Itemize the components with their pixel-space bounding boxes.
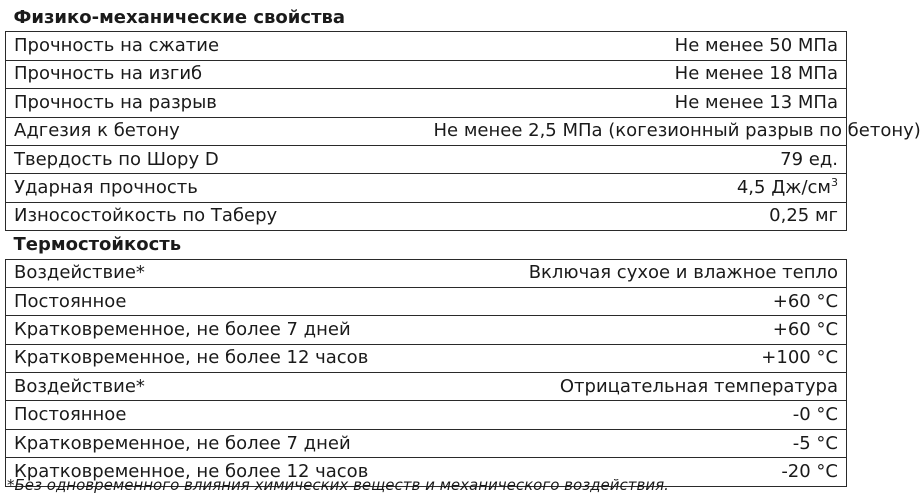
table-row <box>6 89 847 117</box>
property-label: Воздействие* <box>6 259 426 287</box>
table-row <box>6 32 847 60</box>
table-row <box>6 145 847 173</box>
property-label: Кратковременное, не более 7 дней <box>6 316 426 344</box>
property-value: Не менее 2,5 МПа (когезионный разрыв по бетону) <box>426 117 847 145</box>
section-header-mechanical <box>6 4 847 32</box>
property-label: Ударная прочность <box>6 174 426 202</box>
property-value: +100 °C <box>426 344 847 372</box>
section-header-thermal <box>6 231 847 259</box>
property-label: Кратковременное, не более 12 часов <box>6 344 426 372</box>
table-row <box>6 287 847 315</box>
property-label: Кратковременное, не более 12 часов <box>6 458 426 486</box>
table-row <box>6 117 847 145</box>
property-value: -20 °C <box>426 458 847 486</box>
table-row <box>6 344 847 372</box>
property-label: Прочность на сжатие <box>6 32 426 60</box>
table-row <box>6 373 847 401</box>
superscript: 3 <box>831 176 839 190</box>
table-row <box>6 429 847 457</box>
footnote: *Без одновременного влияния химических веществ и механического воздействия. <box>7 476 669 494</box>
table-row <box>6 259 847 287</box>
table-row <box>6 174 847 202</box>
property-value: Не менее 18 МПа <box>426 60 847 88</box>
property-value: Не менее 50 МПа <box>426 32 847 60</box>
property-value: Не менее 13 МПа <box>426 89 847 117</box>
property-value: Отрицательная температура <box>426 373 847 401</box>
property-label: Прочность на изгиб <box>6 60 426 88</box>
property-label: Воздействие* <box>6 373 426 401</box>
property-label: Износостойкость по Таберу <box>6 202 426 230</box>
table-row <box>6 202 847 230</box>
property-value: +60 °C <box>426 287 847 315</box>
property-value: 79 ед. <box>426 145 847 173</box>
value-text: 4,5 Дж/см <box>736 177 832 199</box>
property-label: Адгезия к бетону <box>6 117 426 145</box>
section-title: Термостойкость <box>6 231 847 259</box>
property-label: Постоянное <box>6 287 426 315</box>
property-label: Кратковременное, не более 7 дней <box>6 429 426 457</box>
table-row <box>6 316 847 344</box>
property-value: Включая сухое и влажное тепло <box>426 259 847 287</box>
property-value: +60 °C <box>426 316 847 344</box>
property-label: Твердость по Шору D <box>6 145 426 173</box>
property-value: -0 °C <box>426 401 847 429</box>
property-value: 0,25 мг <box>426 202 847 230</box>
property-label: Постоянное <box>6 401 426 429</box>
properties-table <box>5 4 921 487</box>
property-value: -5 °C <box>426 429 847 457</box>
table-row <box>6 60 847 88</box>
section-title: Физико-механические свойства <box>6 4 847 32</box>
property-value <box>426 174 847 202</box>
table-row <box>6 401 847 429</box>
property-label: Прочность на разрыв <box>6 89 426 117</box>
